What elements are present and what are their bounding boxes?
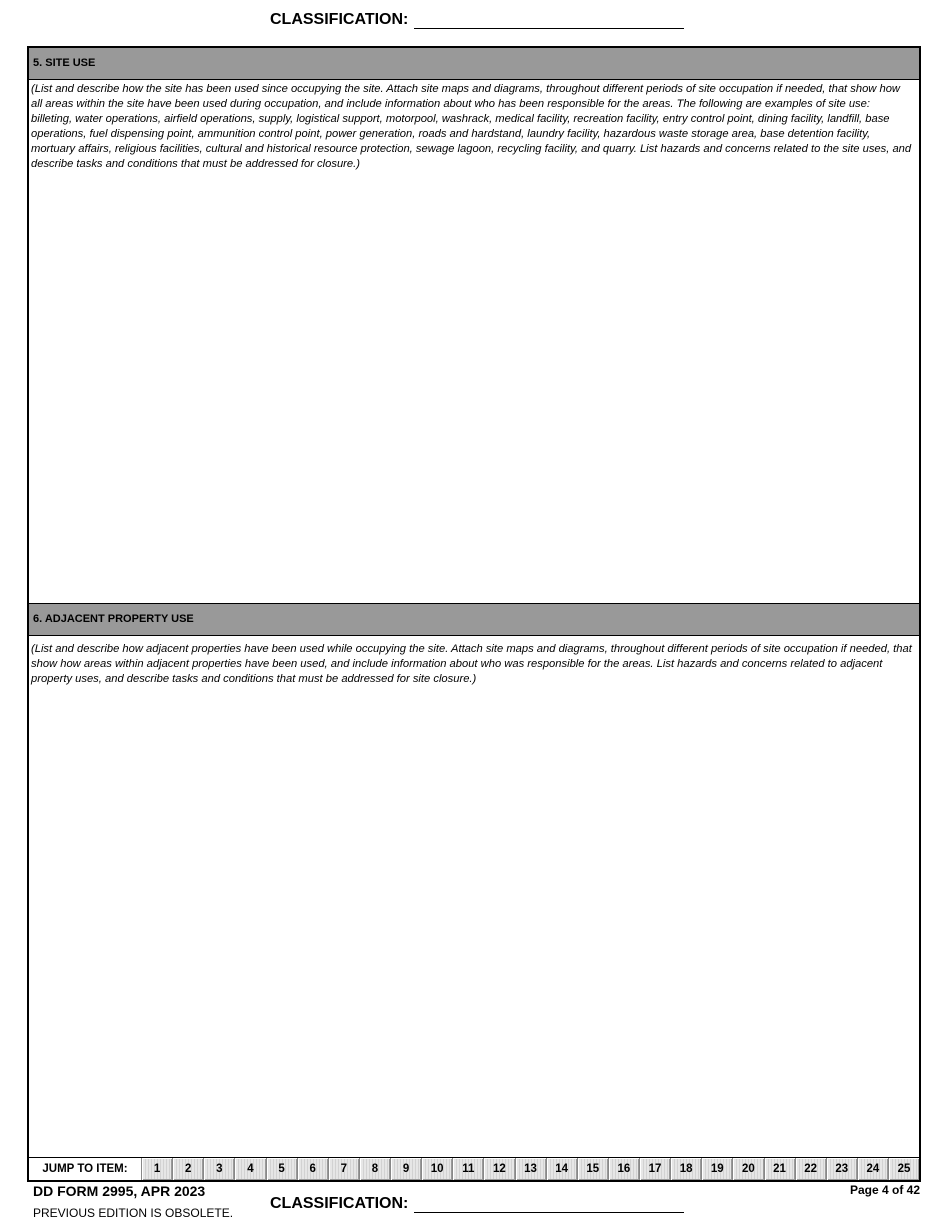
- jump-button[interactable]: 23: [826, 1158, 857, 1180]
- site-use-instructions: (List and describe how the site has been used since occupying the site. Attach site maps and diagrams, throughout different periods of site occupation if needed, that show how all areas within the site have been used during occupation, and include information about who has been responsible for the areas. The following are examples of site use: billeting, water operations, airfield operations, supply, logistical support, motorpool, washrack, medical facility, recreation facility, entry control point, dining facility, landfill, base operations, fuel dispensing point, ammunition control point, power generation, roads and hardstand, laundry facility, hazardous waste storage area, base detention facility, mortuary affairs, religious facilities, cultural and historical resource protection, sewage lagoon, recycling facility, and quarry. List hazards and concerns related to the site uses, and describe tasks and conditions that must be addressed for closure.): [31, 83, 912, 170]
- section-5-header: 5. SITE USE: [29, 48, 919, 80]
- adjacent-property-use-text-area[interactable]: [29, 636, 919, 1157]
- classification-field[interactable]: [414, 1198, 684, 1213]
- jump-button[interactable]: 21: [764, 1158, 795, 1180]
- jump-button[interactable]: 6: [297, 1158, 328, 1180]
- jump-button[interactable]: 1: [141, 1158, 172, 1180]
- jump-button[interactable]: 15: [577, 1158, 608, 1180]
- jump-button[interactable]: 7: [328, 1158, 359, 1180]
- page-number: Page 4 of 42: [849, 1183, 920, 1197]
- jump-button[interactable]: 3: [203, 1158, 234, 1180]
- jump-button[interactable]: 8: [359, 1158, 390, 1180]
- jump-button[interactable]: 17: [639, 1158, 670, 1180]
- jump-button[interactable]: 14: [546, 1158, 577, 1180]
- jump-button[interactable]: 25: [888, 1158, 919, 1180]
- jump-button[interactable]: 20: [732, 1158, 763, 1180]
- classification-bottom: [270, 1195, 684, 1213]
- jump-button[interactable]: 24: [857, 1158, 888, 1180]
- jump-button[interactable]: 16: [608, 1158, 639, 1180]
- jump-button[interactable]: 13: [515, 1158, 546, 1180]
- jump-button[interactable]: 10: [421, 1158, 452, 1180]
- adjacent-property-use-instructions: (List and describe how adjacent properties have been used while occupying the site. Attach site maps and diagrams, throughout different periods of site occupation if needed, that show how areas within adjacent properties have been used, and include information about who was responsible for the areas. List hazards and concerns related to adjacent property uses, and describe tasks and conditions that must be addressed for site closure.): [31, 643, 912, 685]
- jump-button[interactable]: 18: [670, 1158, 701, 1180]
- jump-button[interactable]: 4: [234, 1158, 265, 1180]
- classification-label: CLASSIFICATION:: [270, 1195, 409, 1212]
- jump-button[interactable]: 2: [172, 1158, 203, 1180]
- jump-label: JUMP TO ITEM:: [42, 1163, 128, 1175]
- jump-button[interactable]: 11: [452, 1158, 483, 1180]
- jump-to-item-bar: [29, 1157, 919, 1180]
- classification-top: [270, 11, 684, 29]
- form-frame: [27, 46, 921, 1182]
- jump-button[interactable]: 5: [266, 1158, 297, 1180]
- edition-note: PREVIOUS EDITION IS OBSOLETE.: [33, 1206, 234, 1220]
- classification-field[interactable]: [414, 14, 684, 29]
- jump-button[interactable]: 12: [483, 1158, 514, 1180]
- jump-button[interactable]: 19: [701, 1158, 732, 1180]
- jump-button[interactable]: 22: [795, 1158, 826, 1180]
- section-6-header: 6. ADJACENT PROPERTY USE: [29, 604, 919, 636]
- classification-label: CLASSIFICATION:: [270, 11, 409, 28]
- form-identifier: DD FORM 2995, APR 2023: [33, 1183, 206, 1199]
- jump-button[interactable]: 9: [390, 1158, 421, 1180]
